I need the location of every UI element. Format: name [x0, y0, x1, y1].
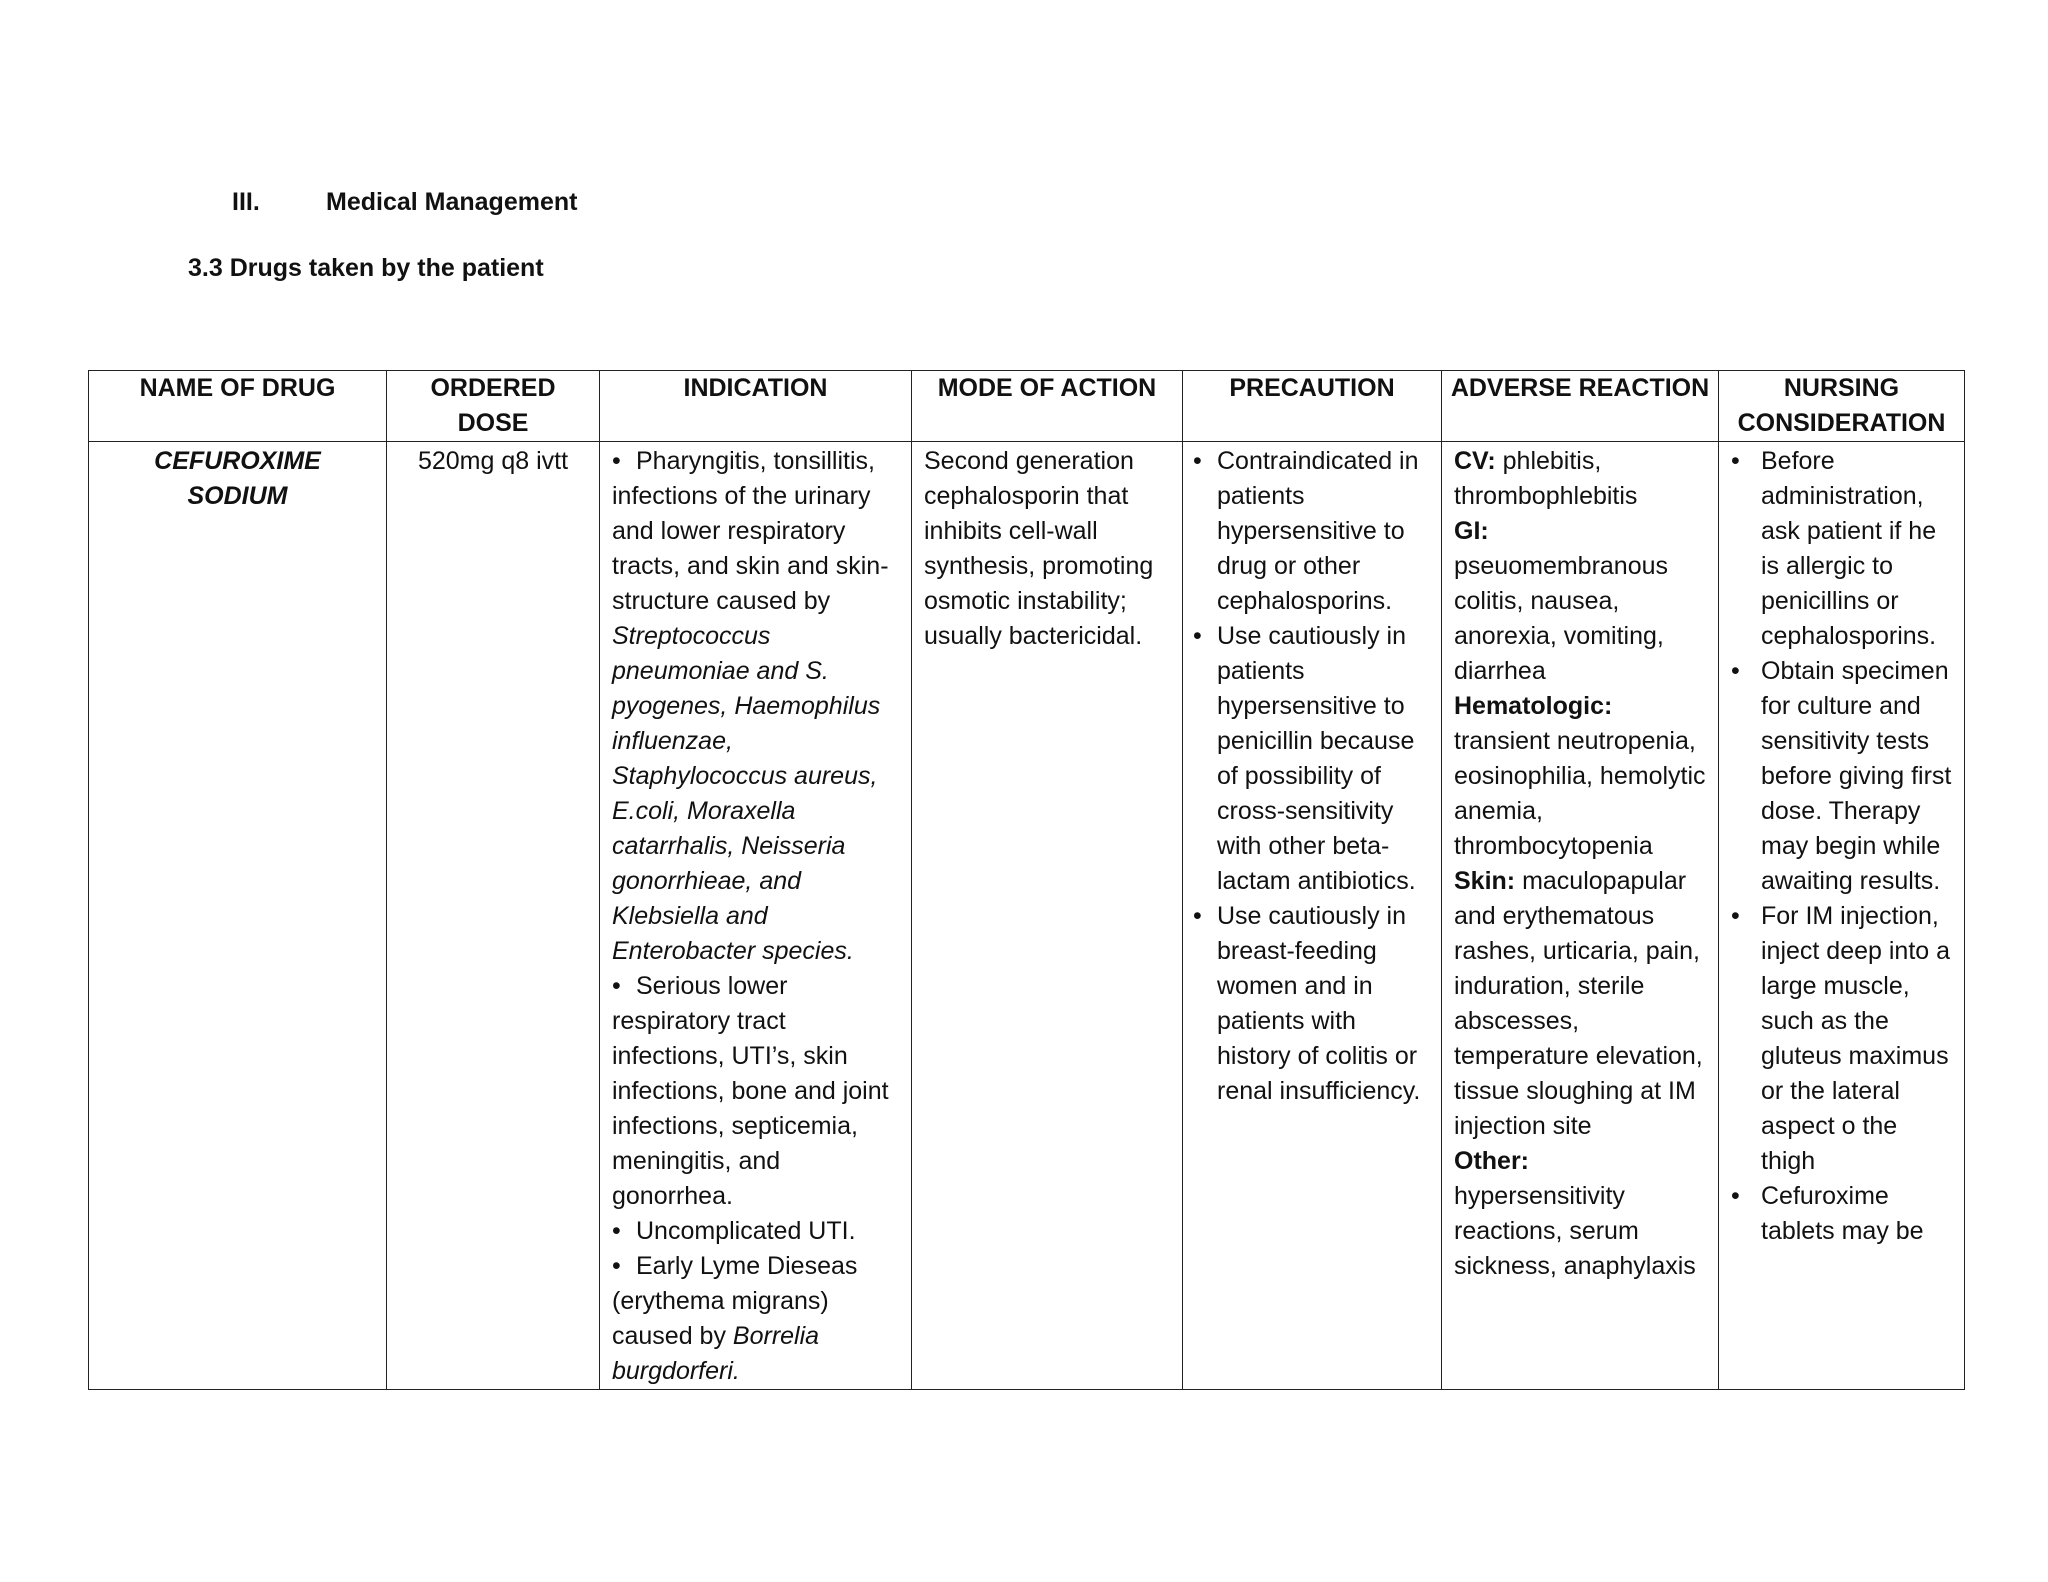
adverse-gi: GI: pseuomembranous colitis, nausea, anorexia, vomiting, diarrhea: [1454, 517, 1669, 685]
adverse-other: Other: hypersensitivity reactions, serum sickness, anaphylaxis: [1454, 1147, 1696, 1280]
adverse-cv: CV: phlebitis, thrombophlebitis: [1454, 447, 1638, 510]
list-item: • Uncomplicated UTI.: [612, 1214, 899, 1249]
section-heading: [232, 188, 577, 217]
list-item: • Early Lyme Dieseas (erythema migrans) caused by Borrelia burgdorferi.: [612, 1249, 899, 1389]
bullet-icon: •: [612, 1217, 621, 1245]
precaution-cell: [1183, 442, 1442, 1390]
header-precaution: PRECAUTION: [1183, 371, 1442, 442]
header-adverse-reaction: ADVERSE REACTION: [1442, 371, 1719, 442]
list-item: • Before administration, ask patient if he is allergic to penicillins or cephalosporins.: [1731, 444, 1952, 654]
header-name-of-drug: NAME OF DRUG: [89, 371, 387, 442]
table-header-row: [89, 371, 1965, 442]
header-indication: INDICATION: [600, 371, 912, 442]
mode-of-action-cell: [912, 442, 1183, 1390]
list-item: • Use cautiously in patients hypersensitive to penicillin because of possibility of cross-sensitivity with other beta-lactam antibiotics.: [1195, 619, 1429, 899]
indication-list: [612, 444, 899, 1389]
list-item: • Pharyngitis, tonsillitis, infections of the urinary and lower respiratory tracts, and skin and skin-structure caused by Streptococcus pneumoniae and S. pyogenes, Haemophilus influenzae, Staphylococcus aureus, E.coli, Moraxella catarrhalis, Neisseria gonorrhieae, and Klebsiella and Enterobacter species.: [612, 444, 899, 969]
adverse-hematologic: Hematologic: transient neutropenia, eosinophilia, hemolytic anemia, thrombocytopenia: [1454, 692, 1706, 860]
ordered-dose: 520mg q8 ivtt: [417, 447, 569, 475]
list-item: • Cefuroxime tablets may be: [1731, 1179, 1952, 1249]
bullet-icon: •: [612, 447, 621, 475]
subsection-heading: 3.3 Drugs taken by the patient: [188, 254, 544, 282]
table-row: [89, 442, 1965, 1390]
nursing-consideration-cell: [1719, 442, 1965, 1390]
bullet-icon: •: [612, 1252, 621, 1280]
list-item: • For IM injection, inject deep into a large muscle, such as the gluteus maximus or the lateral aspect o the thigh: [1731, 899, 1952, 1179]
section-title: Medical Management: [326, 188, 578, 216]
list-item: • Serious lower respiratory tract infections, UTI’s, skin infections, bone and joint infections, septicemia, meningitis, and gonorrhea.: [612, 969, 899, 1214]
nursing-list: [1731, 444, 1952, 1249]
section-number: III.: [232, 188, 260, 216]
precaution-list: [1195, 444, 1429, 1109]
header-ordered-dose: ORDERED DOSE: [387, 371, 600, 442]
adverse-reaction-cell: [1442, 442, 1719, 1390]
drug-table: [88, 370, 1965, 1390]
header-nursing-consideration: NURSING CONSIDERATION: [1719, 371, 1965, 442]
bullet-icon: •: [612, 972, 621, 1000]
drug-name: CEFUROXIME SODIUM: [154, 447, 321, 510]
adverse-skin: Skin: maculopapular and erythematous rashes, urticaria, pain, induration, sterile abscesses, temperature elevation, tissue sloughing at IM injection site: [1454, 867, 1703, 1140]
header-mode-of-action: MODE OF ACTION: [912, 371, 1183, 442]
list-item: • Obtain specimen for culture and sensitivity tests before giving first dose. Therapy may begin while awaiting results.: [1731, 654, 1952, 899]
list-item: • Use cautiously in breast-feeding women and in patients with history of colitis or renal insufficiency.: [1195, 899, 1429, 1109]
mode-of-action-text: Second generation cephalosporin that inhibits cell-wall synthesis, promoting osmotic instability; usually bactericidal.: [924, 447, 1154, 650]
ordered-dose-cell: [387, 442, 600, 1390]
indication-cell: [600, 442, 912, 1390]
drug-name-cell: [89, 442, 387, 1390]
list-item: • Contraindicated in patients hypersensitive to drug or other cephalosporins.: [1195, 444, 1429, 619]
